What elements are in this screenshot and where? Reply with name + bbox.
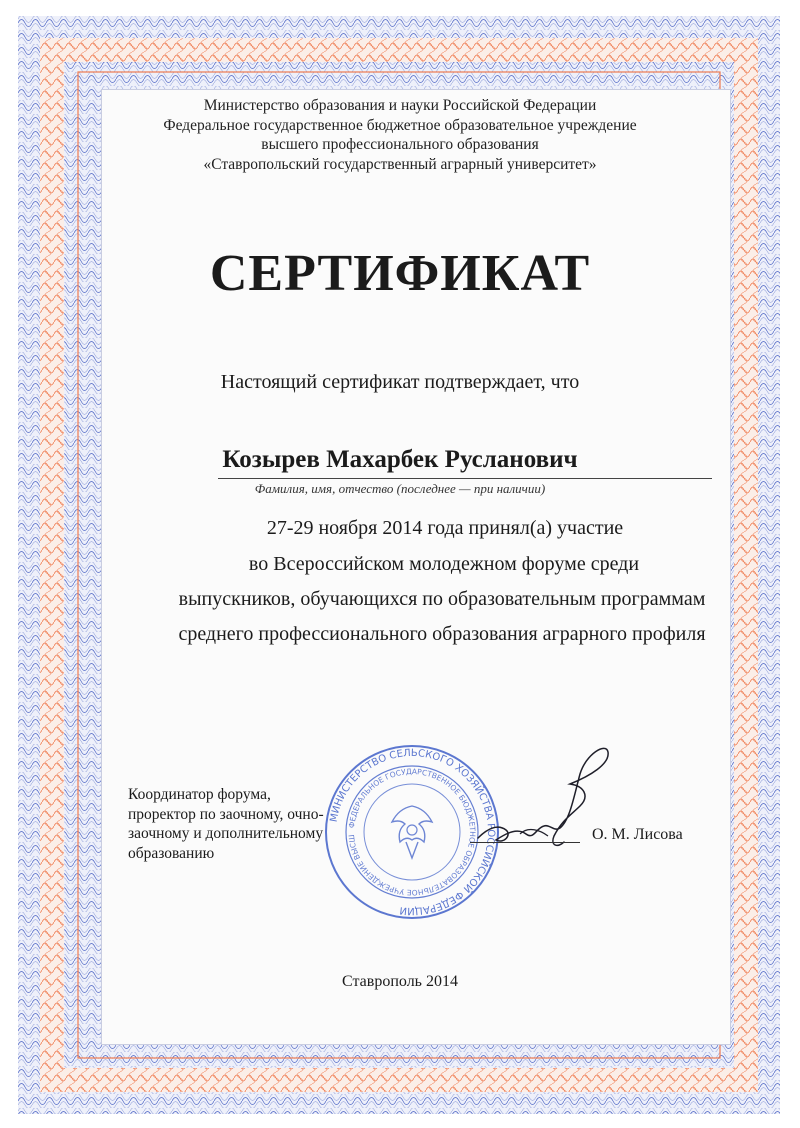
event-line-1: во Всероссийском молодежном форуме среди (248, 553, 640, 575)
certificate-title: СЕРТИФИКАТ (209, 245, 591, 302)
coordinator-line-2: проректор по заочному, очно- (128, 805, 324, 823)
recipient-name: Козырев Махарбек Русланович (222, 446, 578, 473)
signature-line (470, 842, 580, 843)
city-year: Ставрополь 2014 (342, 973, 458, 990)
participation-text (0, 517, 800, 646)
signature-graphic (450, 736, 620, 866)
coordinator-title (128, 785, 324, 863)
event-line-2: выпускников, обучающихся по образовательным программам (178, 588, 706, 610)
issuer-header (0, 96, 800, 174)
double-headed-eagle-icon (392, 806, 432, 858)
coordinator-line-4: образованию (128, 844, 215, 862)
coordinator-line-3: заочному и дополнительному (128, 825, 324, 842)
ministry-line: Министерство образования и науки Российской Федерации (203, 97, 597, 114)
confirmation-text: Настоящий сертификат подтверждает, что (220, 371, 580, 393)
participation-date-line: 27-29 ноября 2014 года принял(а) участие (266, 517, 624, 539)
recipient-caption: Фамилия, имя, отчество (последнее — при наличии) (254, 481, 546, 496)
institution-type-line: Федеральное государственное бюджетное образовательное учреждение (163, 116, 637, 134)
education-level-line: высшего профессионального образования (261, 136, 539, 153)
recipient-underline (218, 478, 712, 479)
seal-inner-text: ФЕДЕРАЛЬНОЕ ГОСУДАРСТВЕННОЕ БЮДЖЕТНОЕ ОБРАЗОВАТЕЛЬНОЕ УЧРЕЖДЕНИЕ ВЫСШ (346, 766, 478, 898)
handwritten-signature (450, 736, 620, 871)
university-name-line: «Ставропольский государственный аграрный университет» (203, 155, 597, 173)
event-line-3: среднего профессионального образования аграрного профиля (178, 623, 706, 645)
coordinator-line-1: Координатор форума, (128, 786, 271, 803)
seal-ring-text: МИНИСТЕРСТВО СЕЛЬСКОГО ХОЗЯЙСТВА РОССИЙСКОЙ ФЕДЕРАЦИИ (328, 747, 497, 917)
signer-name: О. М. Лисова (592, 826, 683, 843)
